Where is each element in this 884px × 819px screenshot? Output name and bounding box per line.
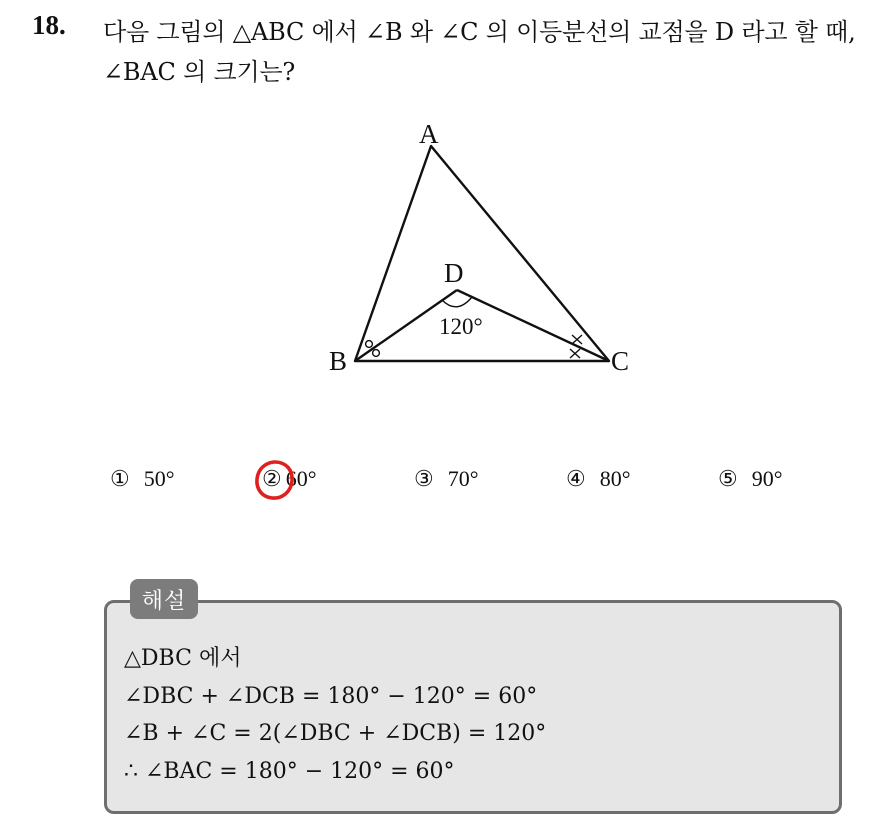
angle-mark-b-1 [366, 341, 373, 348]
choice-5[interactable] [718, 466, 783, 492]
solution-line-1: △DBC 에서 [124, 646, 242, 671]
answer-circle-mark [253, 457, 297, 503]
vertex-label-d: D [444, 258, 464, 288]
angle-mark-c-1 [572, 335, 582, 344]
choice-4-number: ④ [566, 466, 586, 491]
choice-3[interactable] [414, 466, 479, 492]
triangle-figure [300, 110, 660, 390]
solution-line-4: ∴ ∠BAC = 180° − 120° = 60° [124, 758, 455, 784]
choice-2-text: 60° [285, 466, 317, 491]
choice-4-text: 80° [599, 466, 631, 491]
choice-3-text: 70° [447, 466, 479, 491]
choice-5-text: 90° [751, 466, 783, 491]
vertex-label-a: A [419, 119, 439, 149]
solution-lines [124, 640, 546, 790]
choice-3-number: ③ [414, 466, 434, 491]
vertex-label-b: B [329, 346, 348, 376]
solution-tag: 해설 [130, 579, 198, 619]
choice-1-number: ① [110, 466, 130, 491]
choice-1[interactable] [110, 466, 175, 492]
question-number: 18. [32, 10, 66, 40]
angle-mark-b-2 [373, 350, 380, 357]
choice-2-number: ② [262, 466, 282, 491]
choice-1-text: 50° [143, 466, 175, 491]
question-text: 다음 그림의 △ABC 에서 ∠B 와 ∠C 의 이등분선의 교점을 D 라고 할 때, ∠BAC 의 크기는? [103, 18, 856, 86]
angle-label-d: 120° [439, 314, 483, 339]
choice-5-number: ⑤ [718, 466, 738, 491]
choice-4[interactable] [566, 466, 631, 492]
solution-line-3: ∠B + ∠C = 2(∠DBC + ∠DCB) = 120° [124, 721, 547, 746]
vertex-label-c: C [611, 346, 630, 376]
solution-line-2: ∠DBC + ∠DCB = 180° − 120° = 60° [124, 683, 538, 709]
angle-mark-c-2 [570, 349, 580, 358]
